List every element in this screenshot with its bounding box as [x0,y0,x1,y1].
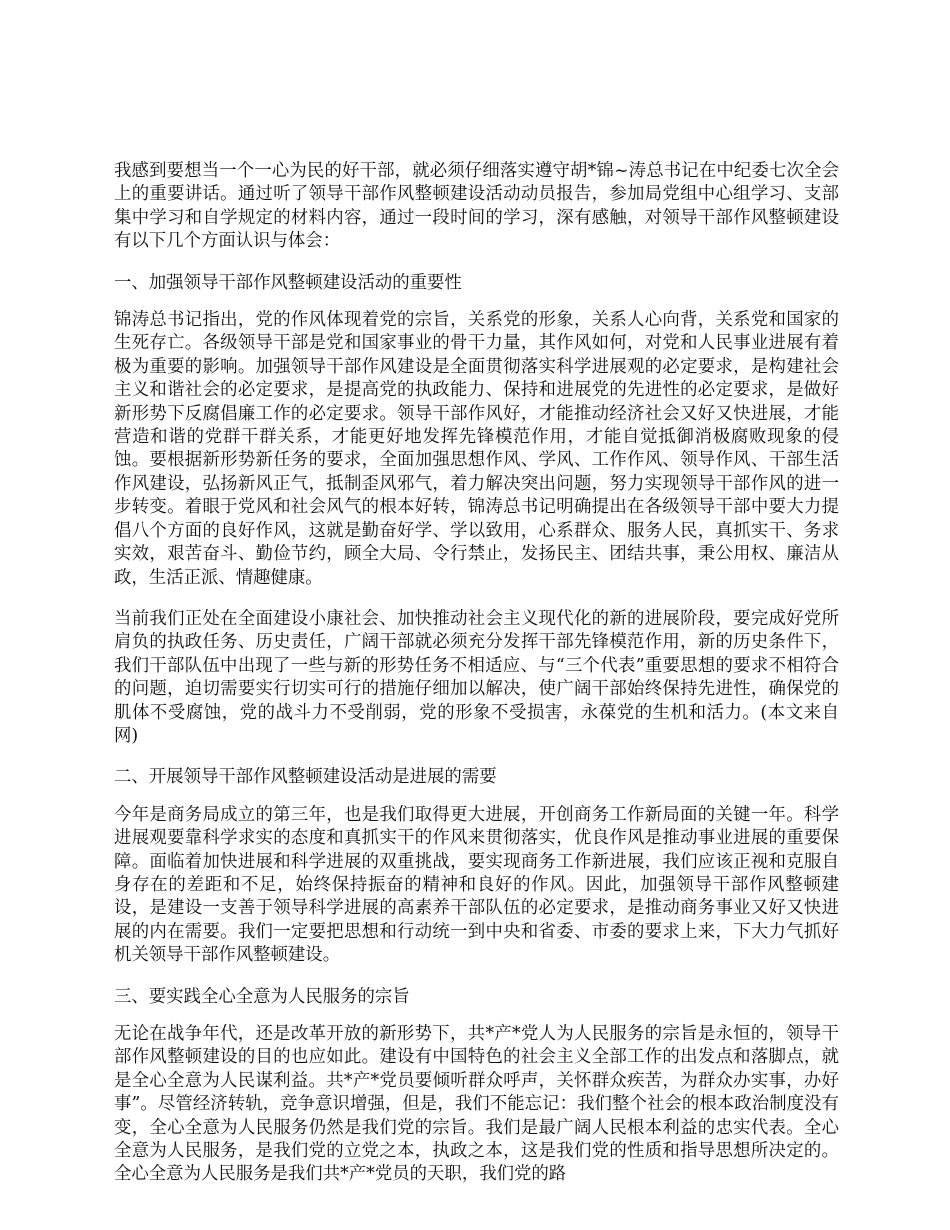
intro-paragraph: 我感到要想当一个一心为民的好干部，就必须仔细落实遵守胡*锦~涛总书记在中纪委七次全会上的重要讲话。通过听了领导干部作风整顿建设活动动员报告，参加局党组中心组学习、支部集中学习和自学规定的材料内容，通过一段时间的学习，深有感触，对领导干部作风整顿建设有以下几个方面认识与体会： [114,161,839,252]
section-3-paragraph-1: 无论在战争年代，还是改革开放的新形势下，共*产*党人为人民服务的宗旨是永恒的，领导干部作风整顿建设的目的也应如此。建设有中国特色的社会主义全部工作的出发点和落脚点，就是全心全意为人民谋利益。共*产*党员要倾听群众呼声，关怀群众疾苦，为群众办实事，办好事”。尽管经济转轨，竞争意识增强，但是，我们不能忘记：我们整个社会的根本政治制度没有变，全心全意为人民服务仍然是我们党的宗旨。我们是最广阔人民根本利益的忠实代表。全心全意为人民服务，是我们党的立党之本，执政之本，这是我们党的性质和指导思想所决定的。全心全意为人民服务是我们共*产*党员的天职，我们党的路 [114,1024,839,1185]
section-1-paragraph-1: 锦涛总书记指出，党的作风体现着党的宗旨，关系党的形象，关系人心向背，关系党和国家的生死存亡。各级领导干部是党和国家事业的骨干力量，其作风如何，对党和人民事业进展有着极为重要的影响。加强领导干部作风建设是全面贯彻落实科学进展观的必定要求，是构建社会主义和谐社会的必定要求，是提高党的执政能力、保持和进展党的先进性的必定要求，是做好新形势下反腐倡廉工作的必定要求。领导干部作风好，才能推动经济社会又好又快进展，才能营造和谐的党群干群关系，才能更好地发挥先锋模范作用，才能自觉抵御消极腐败现象的侵蚀。要根据新形势新任务的要求，全面加强思想作风、学风、工作作风、领导作风、干部生活作风建设，弘扬新风正气，抵制歪风邪气，着力解决突出问题，努力实现领导干部作风的进一步转变。着眼于党风和社会风气的根本好转，锦涛总书记明确提出在各级领导干部中要大力提倡八个方面的良好作风，这就是勤奋好学、学以致用，心系群众、服务人民，真抓实干、务求实效，艰苦奋斗、勤俭节约，顾全大局、令行禁止，发扬民主、团结共事，秉公用权、廉洁从政，生活正派、情趣健康。 [114,310,839,588]
section-1-heading: 一、加强领导干部作风整顿建设活动的重要性 [114,272,462,293]
section-2-heading: 二、开展领导干部作风整顿建设活动是进展的需要 [114,767,497,788]
document-body [114,160,839,1205]
section-1-paragraph-2: 当前我们正处在全面建设小康社会、加快推动社会主义现代化的新的进展阶段，要完成好党所肩负的执政任务、历史责任，广阔干部就必须充分发挥干部先锋模范作用，新的历史条件下，我们干部队伍中出现了一些与新的形势任务不相适应、与“三个代表”重要思想的要求不相符合的问题，迫切需要实行切实可行的措施仔细加以解决，使广阔干部始终保持先进性，确保党的肌体不受腐蚀，党的战斗力不受削弱，党的形象不受损害，永葆党的生机和活力。(本文来自 网) [114,608,839,746]
section-2-paragraph-1: 今年是商务局成立的第三年，也是我们取得更大进展，开创商务工作新局面的关键一年。科学进展观要靠科学求实的态度和真抓实干的作风来贯彻落实，优良作风是推动事业进展的重要保障。面临着加快进展和科学进展的双重挑战，要实现商务工作新进展，我们应该正视和克服自身存在的差距和不足，始终保持振奋的精神和良好的作风。因此，加强领导干部作风整顿建设，是建设一支善于领导科学进展的高素养干部队伍的必定要求，是推动商务事业又好又快进展的内在需要。我们一定要把思想和行动统一到中央和省委、市委的要求上来，下大力气抓好机关领导干部作风整顿建设。 [114,804,839,966]
section-3-heading: 三、要实践全心全意为人民服务的宗旨 [114,986,410,1007]
